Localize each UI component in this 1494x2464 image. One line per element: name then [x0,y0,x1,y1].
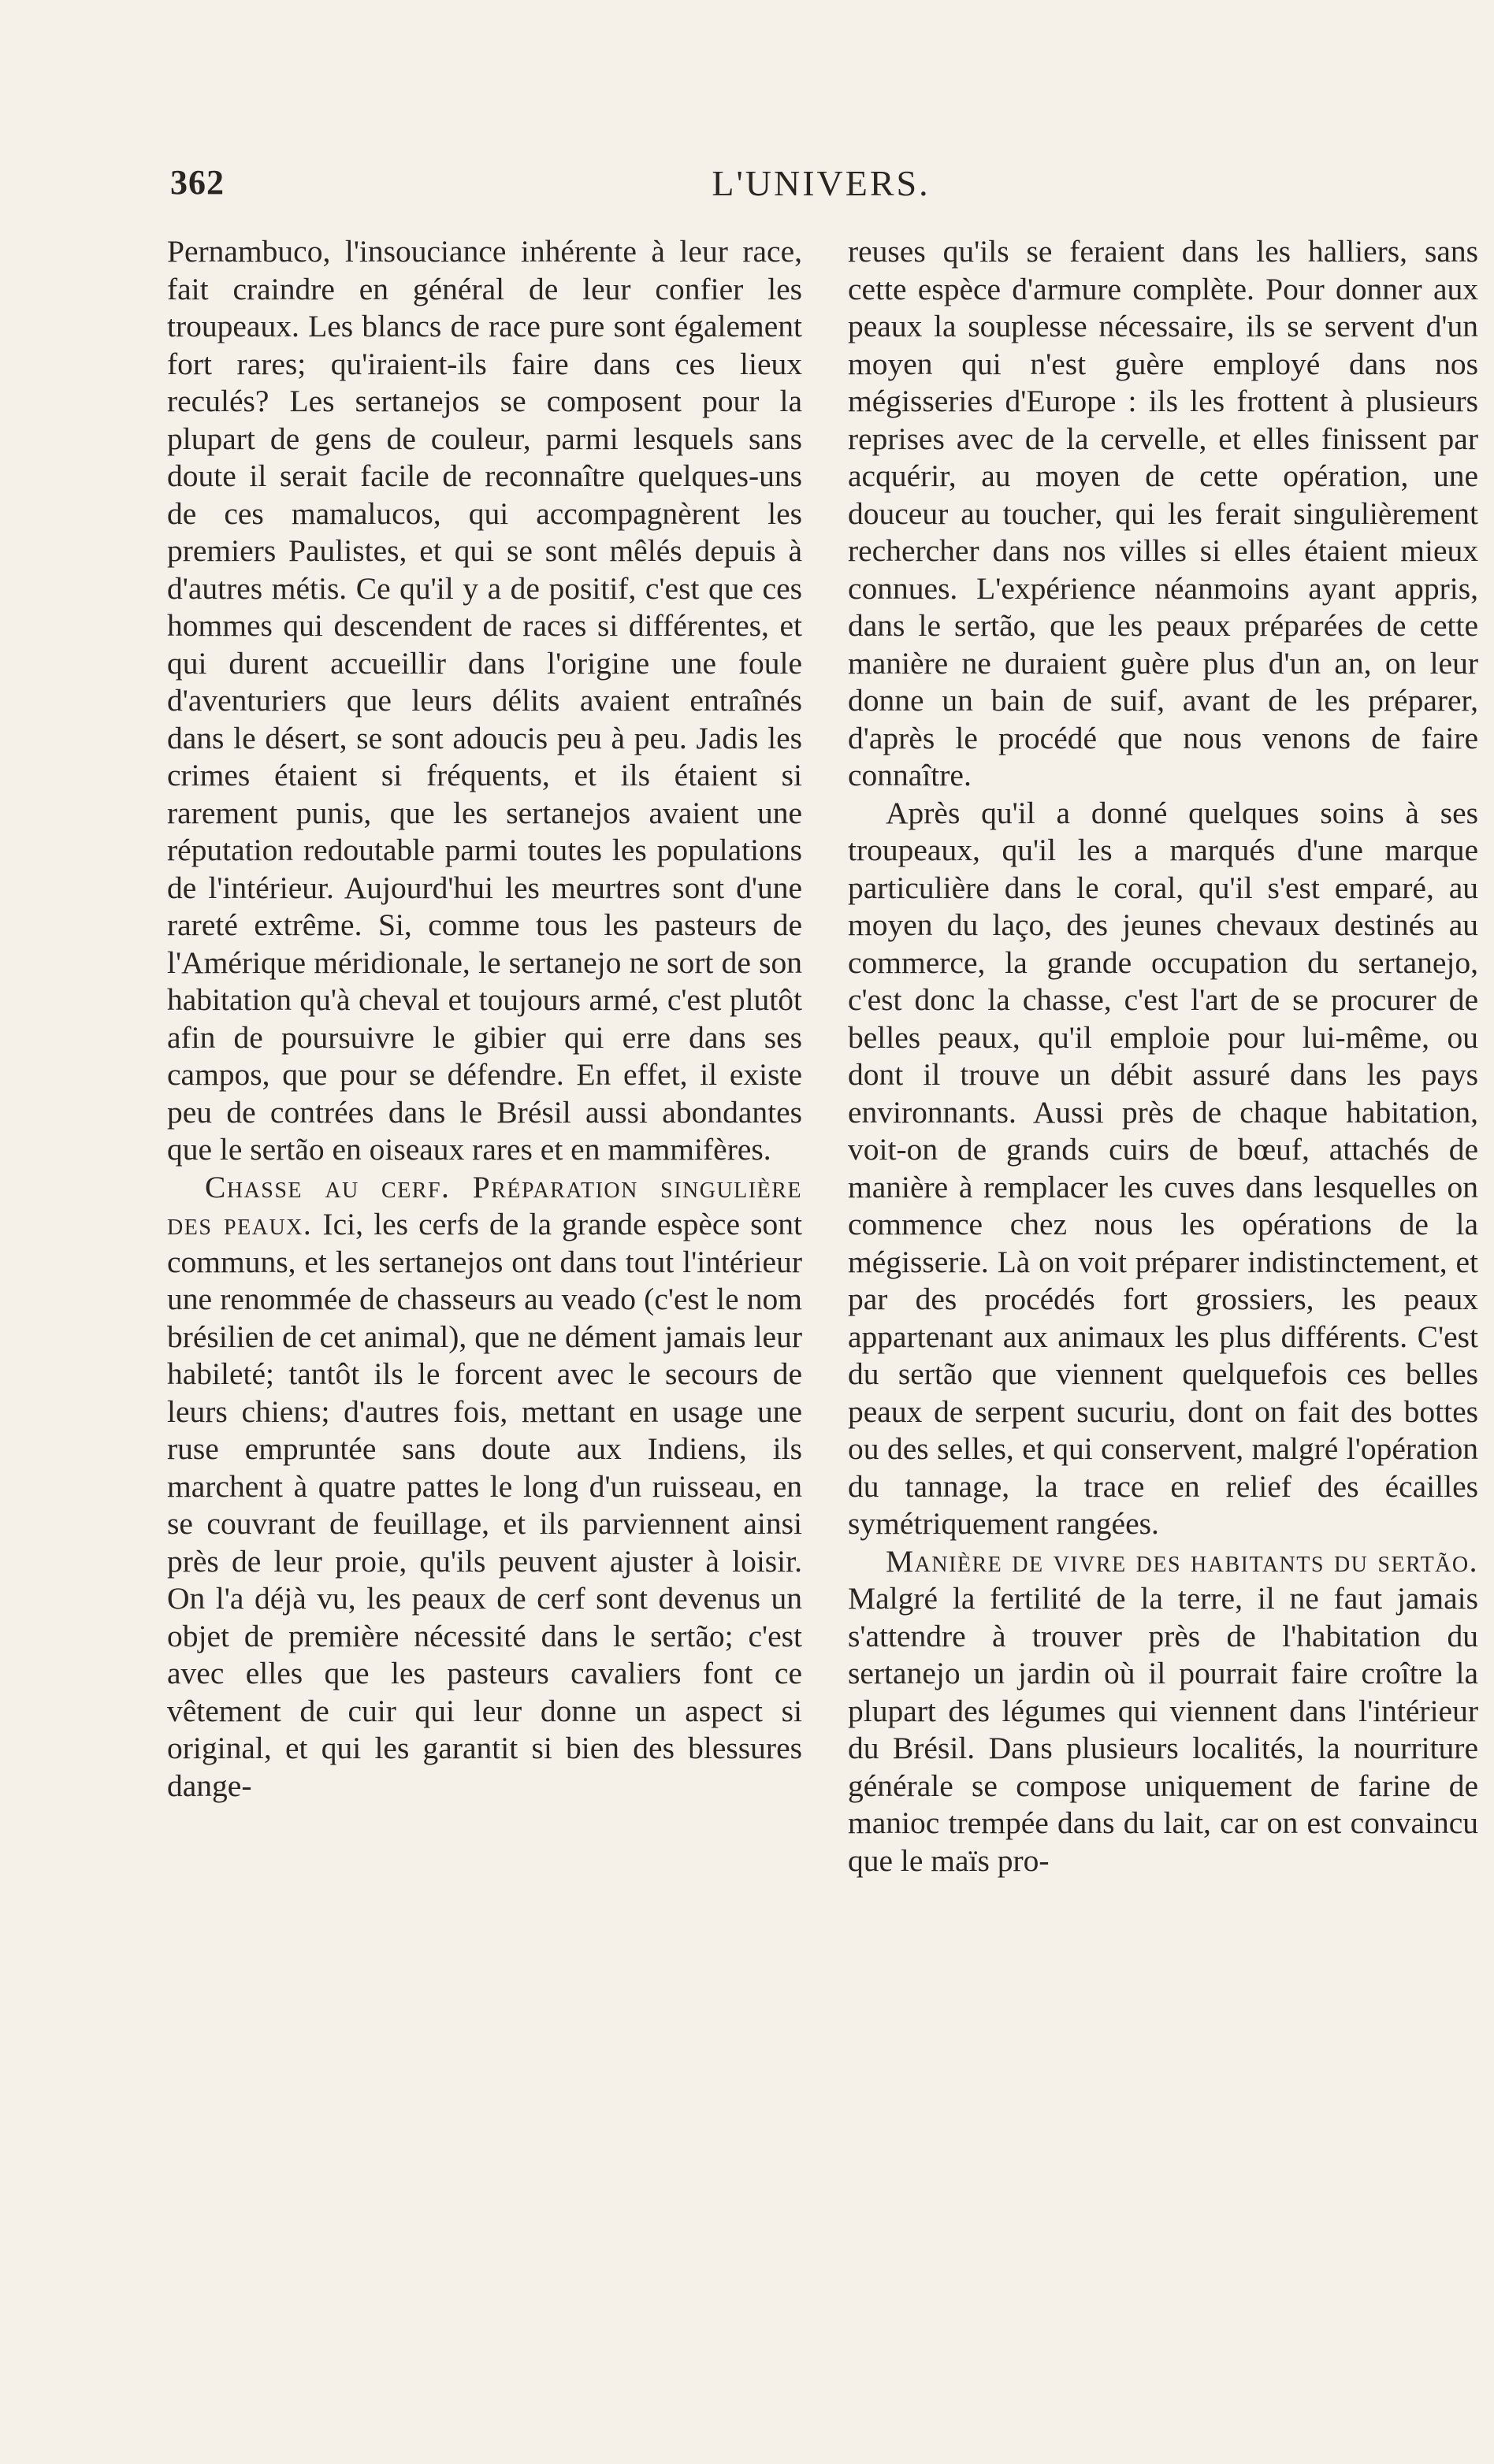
page-header [170,162,1472,210]
left-column [167,233,802,1805]
paragraph: reuses qu'ils se feraient dans les halliers, sans cette espèce d'armure complète. Pour donner aux peaux la souplesse nécessaire, ils se servent d'un moyen qui n'est guère employé dans nos mégisseries d'Europe : ils les frottent à plusieurs reprises avec de la cervelle, et elles finissent par acquérir, au moyen de cette opération, une douceur au toucher, qui les ferait singulièrement rechercher dans nos villes si elles étaient mieux connues. L'expérience néanmoins ayant appris, dans le sertão, que les peaux préparées de cette manière ne duraient guère plus d'un an, on leur donne un bain de suif, avant de les préparer, d'après le procédé que nous venons de faire connaître. [848,234,1478,792]
paragraph: Après qu'il a donné quelques soins à ses troupeaux, qu'il les a marqués d'une marque particulière dans le coral, qu'il s'est emparé, au moyen du laço, des jeunes chevaux destinés au commerce, la grande occupation du sertanejo, c'est donc la chasse, c'est l'art de se procurer de belles peaux, qu'il emploie pour lui-même, ou dont il trouve un débit assuré dans les pays environnants. Aussi près de chaque habitation, voit-on de grands cuirs de bœuf, attachés de manière à remplacer les cuves dans lesquelles on commence chez nous les opérations de la mégisserie. Là on voit préparer indistinctement, et par des procédés fort grossiers, les peaux appartenant aux animaux les plus différents. C'est du sertão que viennent quelquefois ces belles peaux de serpent sucuriu, dont on fait des bottes ou des selles, et qui conservent, malgré l'opération du tannage, la trace en relief des écailles symétriquement rangées. [848,795,1478,1541]
section-title: Manière de vivre des habitants du sertão. [886,1543,1478,1579]
paragraph-with-section-title [167,1169,802,1805]
page-number: 362 [170,163,225,202]
paragraph: Pernambuco, l'insouciance inhérente à leur race, fait craindre en général de leur confier les troupeaux. Les blancs de race pure sont également fort rares; qu'iraient-ils faire dans ces lieux reculés? Les sertanejos se composent pour la plupart de gens de couleur, parmi lesquels sans doute il serait facile de reconnaître quelques-uns de ces mamalucos, qui accompagnèrent les premiers Paulistes, et qui se sont mêlés depuis à d'autres métis. Ce qu'il y a de positif, c'est que ces hommes qui descendent de races si différentes, et qui durent accueillir dans l'origine une foule d'aventuriers que leurs délits avaient entraînés dans le désert, se sont adoucis peu à peu. Jadis les crimes étaient si fréquents, et ils étaient si rarement punis, que les sertanejos avaient une réputation redoutable parmi toutes les populations de l'intérieur. Aujourd'hui les meurtres sont d'une rareté extrême. Si, comme tous les pasteurs de l'Amérique méridionale, le sertanejo ne sort de son habitation qu'à cheval et toujours armé, c'est plutôt afin de poursuivre le gibier qui erre dans ses campos, que pour se défendre. En effet, il existe peu de contrées dans le Brésil aussi abondantes que le sertão en oiseaux rares et en mammifères. [167,234,802,1167]
right-column [848,233,1478,1880]
paragraph-with-section-title [848,1543,1478,1880]
paragraph-text: Ici, les cerfs de la grande espèce sont communs, et les sertanejos ont dans tout l'intérieur une renommée de chasseurs au veado (c'est le nom brésilien de cet animal), que ne dément jamais leur habileté; tantôt ils le forcent avec le secours de leurs chiens; d'autres fois, mettant en usage une ruse empruntée sans doute aux Indiens, ils marchent à quatre pattes le long d'un ruisseau, en se couvrant de feuillage, et ils parviennent ainsi près de leur proie, qu'ils peuvent ajuster à loisir. On l'a déjà vu, les peaux de cerf sont devenus un objet de première nécessité dans le sertão; c'est avec elles que les pasteurs cavaliers font ce vêtement de cuir qui leur donne un aspect si original, et qui les garantit si bien des blessures dange- [167,1207,803,1803]
section-title: Chasse au cerf. Préparation singulière des peaux. [167,1169,802,1241]
running-title: L'UNIVERS. [712,163,931,203]
paragraph-text: Malgré la fertilité de la terre, il ne faut jamais s'attendre à trouver près de l'habitation du sertanejo un jardin où il pourrait faire croître la plupart des légumes qui viennent dans l'intérieur du Brésil. Dans plusieurs localités, la nourriture générale se compose uniquement de farine de manioc trempée dans du lait, car on est convaincu que le maïs pro- [848,1581,1478,1878]
